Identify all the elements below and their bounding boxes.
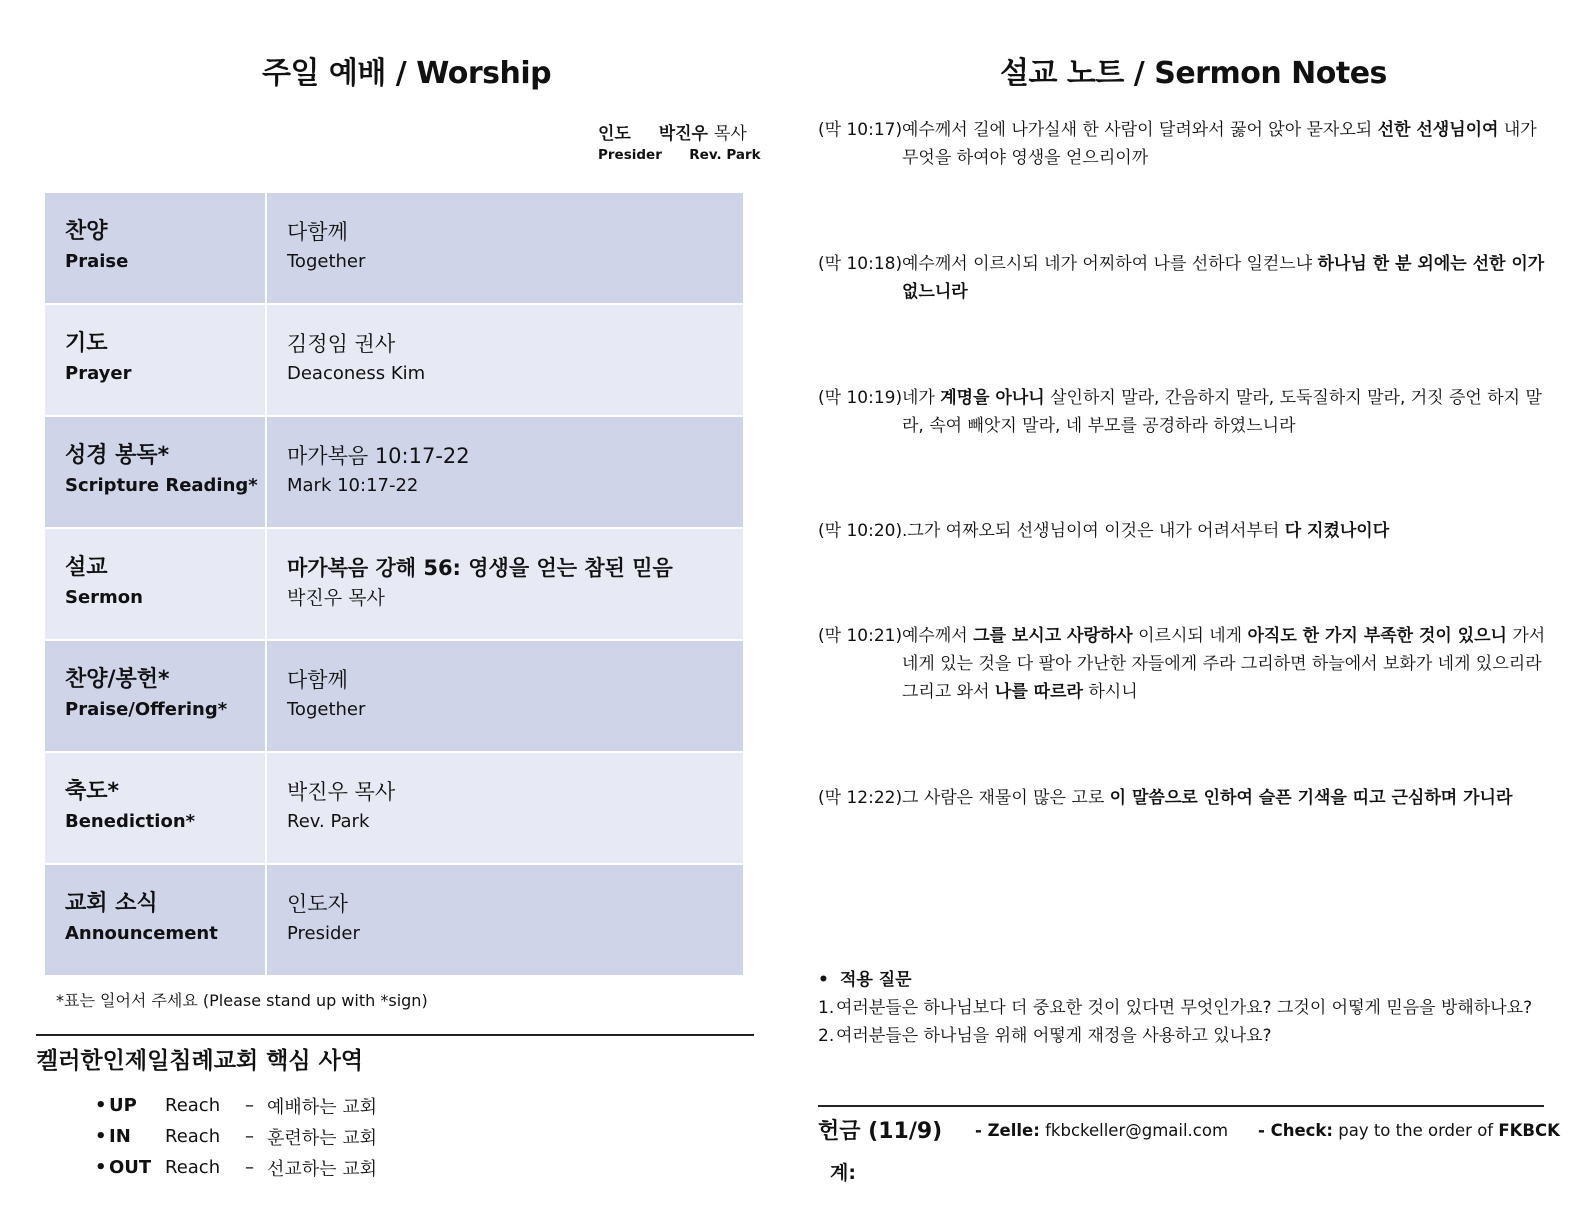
table-row xyxy=(45,865,743,975)
ministry-reach: Reach xyxy=(165,1126,221,1147)
list-item xyxy=(818,994,1548,1022)
presider-role-ko: 목사 xyxy=(713,124,747,144)
row-value-cell xyxy=(267,753,743,863)
row-label-en: Sermon xyxy=(65,587,143,608)
row-label-en: Praise xyxy=(65,251,129,272)
worship-order-table xyxy=(45,193,743,975)
ministry-desc: 예배하는 교회 xyxy=(267,1096,378,1118)
row-value-cell xyxy=(267,641,743,751)
row-label-cell xyxy=(45,305,267,415)
ministry-key: UP xyxy=(109,1095,137,1116)
verse-block xyxy=(818,384,1548,440)
table-row xyxy=(45,193,743,305)
row-label-en: Announcement xyxy=(65,923,218,944)
list-item xyxy=(95,1090,377,1121)
table-row xyxy=(45,529,743,641)
ministry-key: OUT xyxy=(109,1157,152,1178)
verse-emphasis: 이 말씀으로 인하여 슬픈 기색을 띠고 근심하며 가니라 xyxy=(1109,788,1513,808)
verse-text xyxy=(902,116,1548,172)
sermon-notes-title: 설교 노트 / Sermon Notes xyxy=(1000,56,1387,91)
application-title: 적용 질문 xyxy=(840,970,912,990)
ministry-desc: 선교하는 교회 xyxy=(267,1158,378,1180)
presider-name-en: Rev. Park xyxy=(689,147,761,163)
row-label-ko: 설교 xyxy=(65,555,108,580)
row-value-en: Mark 10:17-22 xyxy=(287,475,419,496)
verse-text xyxy=(902,250,1548,306)
ministry-dash: – xyxy=(245,1126,254,1147)
ministry-reach: Reach xyxy=(165,1095,221,1116)
check-payee: FKBCK xyxy=(1498,1121,1560,1140)
presider-label-ko: 인도 xyxy=(598,124,631,144)
verse-text-part: 이르시되 네게 xyxy=(1132,626,1248,646)
verse-emphasis: 다 지켰나이다 xyxy=(1284,521,1390,541)
row-label-ko: 축도* xyxy=(65,779,120,804)
row-value-en: Rev. Park xyxy=(287,811,370,832)
check-value: pay to the order of xyxy=(1333,1121,1499,1140)
row-label-ko: 찬양 xyxy=(65,219,108,244)
row-label-cell xyxy=(45,641,267,751)
zelle-value: fkbckeller@gmail.com xyxy=(1039,1121,1229,1140)
list-item xyxy=(95,1152,377,1183)
ministry-list xyxy=(95,1090,377,1183)
verse-text xyxy=(902,622,1548,706)
verse-emphasis: 계명을 아나니 xyxy=(940,388,1045,408)
ministry-reach: Reach xyxy=(165,1157,221,1178)
row-value-en: Deaconess Kim xyxy=(287,363,426,384)
list-item xyxy=(95,1121,377,1152)
verse-emphasis: 아직도 한 가지 부족한 것이 있으니 xyxy=(1247,626,1507,646)
bullet-icon: • xyxy=(818,970,829,990)
row-label-en: Benediction* xyxy=(65,811,196,832)
verse-emphasis: 그를 보시고 사랑하사 xyxy=(973,626,1133,646)
zelle-label: - Zelle: xyxy=(975,1121,1040,1140)
ministry-dash: – xyxy=(245,1095,254,1116)
application-heading xyxy=(818,966,1548,994)
row-label-cell xyxy=(45,193,267,303)
row-value-ko: 김정임 권사 xyxy=(287,332,396,356)
verse-block xyxy=(818,784,1548,812)
verse-block xyxy=(818,517,1548,545)
check-info xyxy=(1258,1121,1560,1140)
verse-block xyxy=(818,622,1548,706)
ministry-key: IN xyxy=(109,1126,131,1147)
verse-text-part: 예수께서 xyxy=(902,626,974,646)
verse-text-part: 예수께서 이르시되 네가 어찌하여 나를 선하다 일컫느냐 xyxy=(902,254,1318,274)
list-item xyxy=(818,1022,1548,1050)
question-text: 여러분들은 하나님을 위해 어떻게 재정을 사용하고 있나요? xyxy=(836,1026,1272,1046)
verse-text-part: 가서 네게 있는 것을 다 팔아 가난한 자들에게 주라 그리하면 하늘에서 보화가 네게 있으리라 그리고 와서 xyxy=(902,626,1546,702)
divider-line xyxy=(36,1034,754,1036)
table-row xyxy=(45,753,743,865)
row-value-cell xyxy=(267,865,743,975)
row-value-ko: 다함께 xyxy=(287,220,348,244)
row-value-cell xyxy=(267,529,743,639)
verse-text-part: 그 사람은 재물이 많은 고로 xyxy=(902,788,1110,808)
row-value-ko: 마가복음 10:17-22 xyxy=(287,444,470,468)
row-label-ko: 성경 봉독* xyxy=(65,443,170,468)
presider-ko xyxy=(598,119,747,144)
row-value-cell xyxy=(267,193,743,303)
verse-block xyxy=(818,116,1548,172)
row-label-ko: 찬양/봉헌* xyxy=(65,667,170,692)
table-row xyxy=(45,305,743,417)
verse-text-part: 내가 무엇을 하여야 영생을 얻으리이까 xyxy=(902,120,1537,168)
row-label-cell xyxy=(45,529,267,639)
zelle-info xyxy=(975,1121,1228,1140)
verse-text xyxy=(902,384,1548,440)
row-value-cell xyxy=(267,305,743,415)
question-number: 1. xyxy=(818,998,835,1018)
ministry-desc: 훈련하는 교회 xyxy=(267,1127,378,1149)
row-label-en: Prayer xyxy=(65,363,132,384)
presider-label-en: Presider xyxy=(598,147,662,163)
row-label-en: Scripture Reading* xyxy=(65,475,258,496)
presider-en xyxy=(598,147,761,163)
verse-emphasis: 하나님 한 분 외에는 선한 이가 없느니라 xyxy=(902,254,1545,302)
verse-text xyxy=(902,784,1548,812)
question-number: 2. xyxy=(818,1026,835,1046)
row-label-ko: 기도 xyxy=(65,331,108,356)
bullet-icon: • xyxy=(95,1157,107,1178)
row-label-en: Praise/Offering* xyxy=(65,699,228,720)
row-value-en: 박진우 목사 xyxy=(287,587,385,609)
application-questions xyxy=(818,966,1548,1050)
verse-text-part: .그가 여짜오되 선생님이여 이것은 내가 어려서부터 xyxy=(902,521,1285,541)
divider-line xyxy=(818,1105,1544,1107)
sermon-title: 마가복음 강해 56: 영생을 얻는 참된 믿음 xyxy=(287,556,673,580)
verse-text-part: 하시니 xyxy=(1082,682,1138,702)
presider-name-ko: 박진우 xyxy=(658,124,708,144)
bullet-icon: • xyxy=(95,1126,107,1147)
row-label-cell xyxy=(45,865,267,975)
row-value-ko: 박진우 목사 xyxy=(287,780,396,804)
ministry-title: 켈러한인제일침례교회 핵심 사역 xyxy=(36,1048,364,1074)
verse-ref: (막 12:22) xyxy=(818,788,903,808)
verse-text xyxy=(902,517,1548,545)
row-value-cell xyxy=(267,417,743,527)
row-label-cell xyxy=(45,753,267,863)
verse-text-part: 예수께서 길에 나가실새 한 사람이 달려와서 꿇어 앉아 묻자오되 xyxy=(902,120,1378,140)
row-value-ko: 인도자 xyxy=(287,892,348,916)
question-text: 여러분들은 하나님보다 더 중요한 것이 있다면 무엇인가요? 그것이 어떻게 믿음을 방해하나요? xyxy=(836,998,1533,1018)
offering-title: 헌금 (11/9) xyxy=(818,1119,943,1144)
row-label-ko: 교회 소식 xyxy=(65,891,158,916)
ministry-dash: – xyxy=(245,1157,254,1178)
verse-text-part: 살인하지 말라, 간음하지 말라, 도둑질하지 말라, 거짓 증언 하지 말라, 속여 빼앗지 말라, 네 부모를 공경하라 하였느니라 xyxy=(902,388,1542,436)
verse-emphasis: 선한 선생님이여 xyxy=(1377,120,1499,140)
offering-total-label: 계: xyxy=(830,1162,856,1184)
verse-ref: (막 10:21) xyxy=(818,626,903,646)
row-value-en: Together xyxy=(287,251,366,272)
table-row xyxy=(45,417,743,529)
row-value-en: Presider xyxy=(287,923,360,944)
worship-title: 주일 예배 / Worship xyxy=(262,56,552,91)
row-value-en: Together xyxy=(287,699,366,720)
verse-ref: (막 10:18) xyxy=(818,254,903,274)
row-value-ko: 다함께 xyxy=(287,668,348,692)
verse-text-part: 네가 xyxy=(902,388,941,408)
verse-block xyxy=(818,250,1548,306)
verse-ref: (막 10:19) xyxy=(818,388,903,408)
verse-ref: (막 10:20) xyxy=(818,521,903,541)
row-label-cell xyxy=(45,417,267,527)
table-row xyxy=(45,641,743,753)
standing-note: *표는 일어서 주세요 (Please stand up with *sign) xyxy=(56,991,428,1010)
check-label: - Check: xyxy=(1258,1121,1333,1140)
verse-emphasis: 나를 따르라 xyxy=(994,682,1083,702)
verse-ref: (막 10:17) xyxy=(818,120,903,140)
bullet-icon: • xyxy=(95,1095,107,1116)
